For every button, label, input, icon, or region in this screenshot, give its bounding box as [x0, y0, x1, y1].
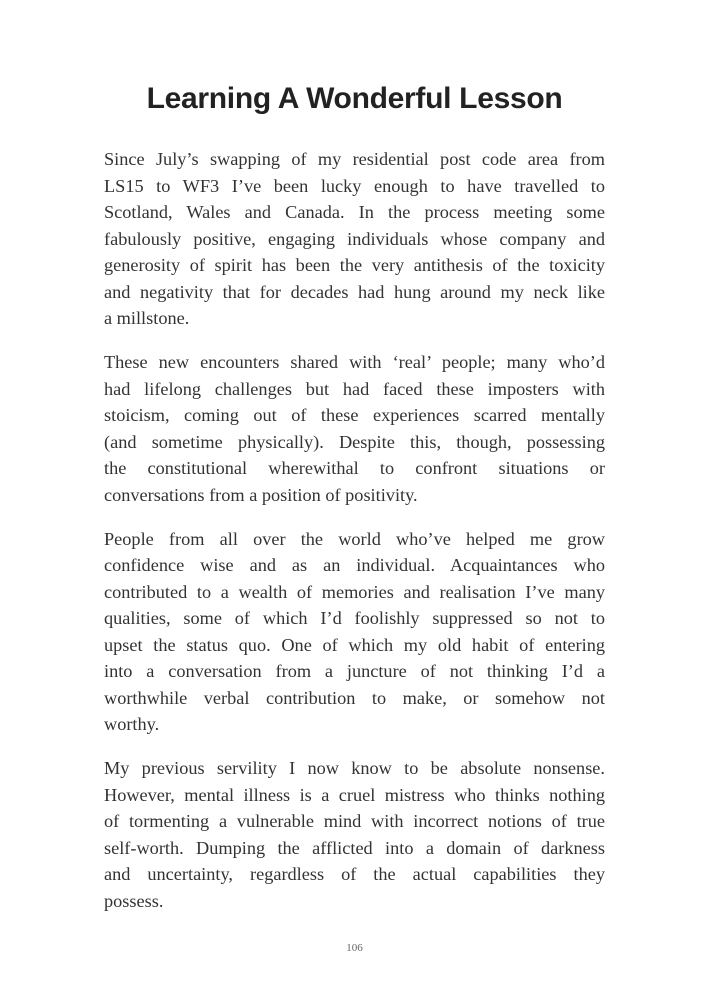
text-line: worthwhile verbal contribution to make, or somehow not [104, 687, 605, 708]
paragraph [104, 146, 605, 332]
text-line: qualities, some of which I’d foolishly suppressed so not to [104, 608, 605, 628]
text-line: the constitutional wherewithal to confront situations or [104, 458, 605, 478]
page-number: 106 [346, 942, 363, 954]
text-line: generosity of spirit has been the very antithesis of the toxicity [104, 255, 605, 275]
text-line: a millstone. [104, 308, 190, 328]
text-line: (and sometime physically). Despite this, though, possessing [104, 431, 605, 452]
page-title: Learning A Wonderful Lesson [146, 82, 563, 115]
paragraph [104, 755, 605, 914]
text-line: worthy. [104, 714, 160, 734]
text-line: confidence wise and as an individual. Acquaintances who [104, 555, 605, 575]
text-line: People from all over the world who’ve helped me grow [104, 528, 605, 549]
body-text [104, 146, 605, 932]
text-line: However, mental illness is a cruel mistress who thinks nothing [104, 784, 605, 805]
text-line: contributed to a wealth of memories and realisation I’ve many [104, 581, 605, 602]
text-line: fabulously positive, engaging individuals whose company and [104, 228, 605, 249]
text-line: and negativity that for decades had hung around my neck like [104, 281, 605, 302]
paragraph [104, 526, 605, 738]
text-line: Since July’s swapping of my residential post code area from [104, 149, 605, 169]
text-line: conversations from a position of positivity. [104, 484, 418, 505]
text-line: LS15 to WF3 I’ve been lucky enough to have travelled to [104, 175, 605, 196]
text-line: of tormenting a vulnerable mind with incorrect notions of true [104, 811, 605, 831]
paragraph [104, 349, 605, 508]
text-line: possess. [104, 890, 164, 911]
text-line: These new encounters shared with ‘real’ people; many who’d [104, 352, 605, 372]
text-line: Scotland, Wales and Canada. In the process meeting some [104, 202, 605, 222]
text-line: stoicism, coming out of these experiences scarred mentally [104, 405, 605, 425]
text-line: and uncertainty, regardless of the actual capabilities they [104, 864, 605, 884]
text-line: self-worth. Dumping the afflicted into a domain of darkness [104, 837, 605, 858]
text-line: had lifelong challenges but had faced these imposters with [104, 378, 605, 399]
text-line: My previous servility I now know to be absolute nonsense. [104, 758, 605, 778]
text-line: into a conversation from a juncture of not thinking I’d a [104, 661, 605, 681]
text-line: upset the status quo. One of which my old habit of entering [104, 634, 605, 655]
